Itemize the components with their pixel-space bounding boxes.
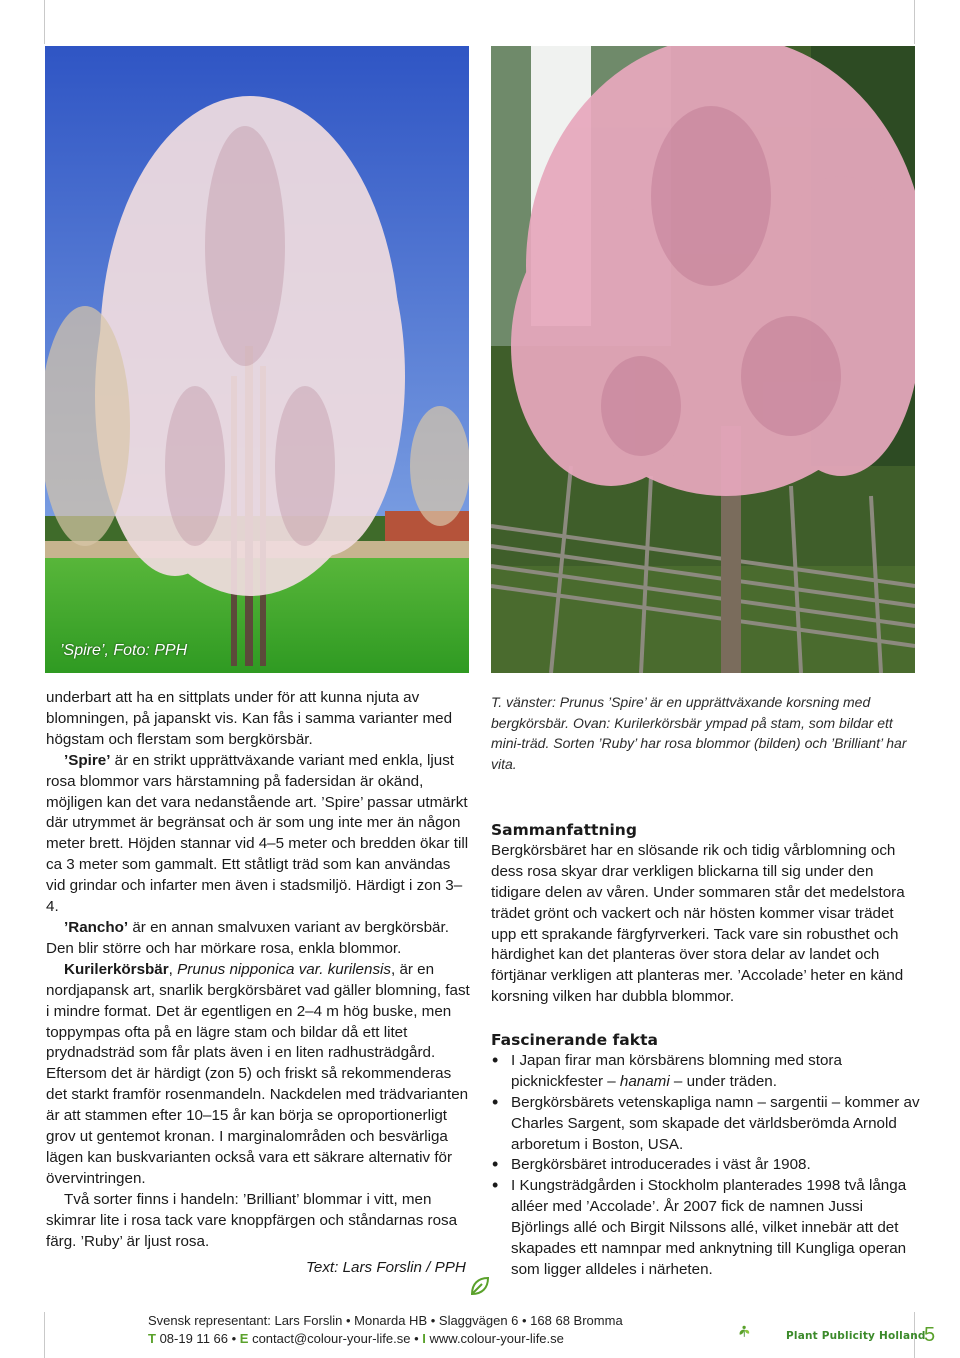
bullet-icon: • — [492, 1175, 499, 1196]
fact-item — [491, 1051, 921, 1093]
summary-text: Bergkörsbäret har en slösande rik och tidig vårblomning och dess rosa skyar drar verkligen blickarna till sig under den tidigare delen av våren. Under sommaren står det medelstora trädet grönt och vackert och när hösten kommer visar trädet upp ett sprakande färgfyrverkeri. Tack vare sin robusthet och härdighet kan det planteras över stora delar av landet och förtjänar verkligen att planteras mer. ’Accolade’ heter en känd korsning vilken har dubbla blommor. — [491, 841, 905, 1006]
summary-heading: Sammanfattning — [491, 821, 637, 839]
fact-text: I Kungsträdgården i Stockholm planterades 1998 två långa alléer med ’Accolade’. År 2007 fick de namnen Jussi Björlings allé och Birgit Nilssons allé, vilket innebär att det skapades ett namnpar med anknytning till Kungliga operan som ligger alldeles i närheten. — [511, 1177, 907, 1278]
photo-spire-tree — [45, 46, 469, 673]
email-label: E — [239, 1331, 249, 1346]
bullet-icon: • — [492, 1091, 499, 1112]
facts-heading: Fascinerande fakta — [491, 1031, 658, 1049]
footer-line-2 — [148, 1330, 623, 1348]
email-link[interactable]: contact@colour-your-life.se • — [248, 1331, 423, 1346]
fact-emphasis: hanami — [619, 1072, 670, 1090]
fact-text: Bergkörsbärets vetenskapliga namn – sargentii – kommer av Charles Sargent, som skapade det världsberömda Arnold arboretum i Boston, USA. — [511, 1093, 920, 1153]
spire-text-2: ’Spire’ passar utmärkt där utrymmet är begränsat och är som ung inte mer än någon meter brett. Höjden stannar vid 4–5 meter och bredden ökar till ca 3 meter som gammalt. Ett ståtligt träd som kan användas vid grindar och infarter men även i stadsmiljö. Härdigt i zon 3–4. — [46, 793, 469, 916]
page-number: 5 — [924, 1324, 936, 1346]
spire-name: ’Spire’ — [64, 751, 111, 769]
facts-section — [491, 1030, 921, 1281]
summary-section — [491, 820, 921, 1008]
fact-item — [491, 1155, 921, 1176]
crop-mark-right — [914, 0, 915, 44]
web-link[interactable]: www.colour-your-life.se — [425, 1331, 564, 1346]
article-credit: Text: Lars Forslin / PPH — [306, 1259, 466, 1276]
left-text-column — [46, 688, 471, 1252]
footer-mark-left — [44, 1312, 45, 1358]
rancho-paragraph — [46, 918, 471, 960]
kuril-text: , är en nordjapansk art, snarlik bergkörsbäret vad gäller blomning, fast i mindre format. Det är egentligen en 2–4 m hög buske, men toppympas ofta på en lägre stam och bildar då ett litet prydnadsträd som får plats även i en liten radhusträdgård. Eftersom det är härdigt (zon 5) och friskt så rekommenderas det starkt framför rosenmandeln. Nackdelen med trädvarianten är att stammen efter 10–15 år kan börja se oproportionerligt grov ut gentemot kronan. I marginalområden och besvärliga lägen kan buskvarianten också vara ett säkrare alternativ för övervintringen. — [46, 960, 470, 1187]
footer-contact — [148, 1312, 623, 1348]
photo-kuril-cherry — [491, 46, 915, 673]
spire-text-1: är en strikt upprättväxande variant med enkla, ljust rosa blommor vars härstamning på fadersidan är okänd, möjligen kan det vara nedanstående art. — [46, 751, 455, 811]
spire-paragraph — [46, 751, 471, 918]
varieties-paragraph: Två sorter finns i handeln: ’Brilliant’ blommar i vitt, men skimrar lite i rosa tack vare knoppfärgen och ståndarnas rosa färg. ’Ruby’ är ljust rosa. — [46, 1190, 458, 1250]
phone-label: T — [148, 1331, 156, 1346]
fact-item — [491, 1176, 921, 1281]
rancho-text: är en annan smalvuxen variant av bergkörsbär. Den blir större och har mörkare rosa, enkla blommor. — [46, 918, 449, 957]
kuril-latin-2: kurilensis — [327, 960, 392, 978]
kuril-name: Kurilerkörsbär — [64, 960, 169, 978]
kuril-paragraph: Kurilerkörsbär, Prunus nipponica var. kurilensis, är en nordjapansk art, snarlik bergkörsbäret vad gäller blomning, fast i mindre format. Det är egentligen en 2–4 m hög buske, men toppympas ofta på en lägre stam och bildar då ett litet prydnadsträd som får plats även i en liten radhusträdgård. Eftersom det är härdigt (zon 5) och friskt så rekommenderas det starkt framför rosenmandeln. Nackdelen med trädvarianten är att stammen efter 10–15 år kan börja se oproportionerligt grov ut gentemot kronan. I marginalområden och besvärliga lägen kan buskvarianten också vara ett säkrare alternativ för övervintringen. — [46, 960, 470, 1187]
plant-publicity-logo-icon — [738, 1308, 788, 1354]
fact-text: Bergkörsbäret introducerades i väst år 1908. — [511, 1156, 811, 1174]
kuril-latin-1: Prunus nipponica var. — [177, 960, 324, 978]
fact-text: – under träden. — [669, 1072, 777, 1090]
phone-number: 08-19 11 66 • — [155, 1331, 240, 1346]
footer-line-1: Svensk representant: Lars Forslin • Monarda HB • Slaggvägen 6 • 168 68 Bromma — [148, 1313, 623, 1328]
crop-mark-left — [44, 0, 45, 44]
bullet-icon: • — [492, 1049, 499, 1070]
rancho-name: ’Rancho’ — [64, 918, 129, 936]
fact-text: I Japan firar man körsbärens blomning med stora picknickfester – — [511, 1051, 842, 1090]
logo-wordmark: Plant Publicity Holland — [786, 1330, 926, 1342]
leaf-icon — [469, 1275, 491, 1297]
fact-item — [491, 1093, 921, 1156]
web-label: I — [422, 1331, 426, 1346]
photo-caption: ’Spire’, Foto: PPH — [60, 642, 188, 659]
bullet-icon: • — [492, 1154, 499, 1175]
intro-paragraph: underbart att ha en sittplats under för att kunna njuta av blomningen, på japanskt vis. Kan fås i samma varianter med högstam och flerstam som bergkörsbär. — [46, 689, 453, 748]
photo-captions: T. vänster: Prunus ’Spire’ är en upprättväxande korsning med bergkörsbär. Ovan: Kurilerkörsbär ympad på stam, som bildar ett mini-träd. Sorten ’Ruby’ har rosa blommor (bilden) och ’Brilliant’ har vita. — [491, 694, 907, 772]
